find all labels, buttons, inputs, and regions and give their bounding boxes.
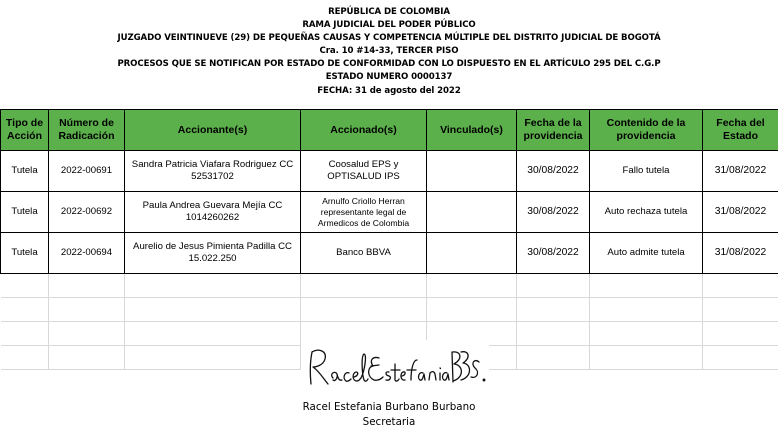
empty-cell bbox=[1, 346, 49, 370]
header-line-address: Cra. 10 #14-33, TERCER PISO bbox=[319, 46, 459, 57]
handwritten-signature-icon bbox=[301, 340, 489, 400]
empty-cell bbox=[49, 274, 125, 298]
cell-accionado: Arnulfo Criollo Herran representante legal de Armedicos de Colombia bbox=[301, 192, 427, 233]
empty-cell bbox=[590, 322, 703, 346]
cell-contenido: Fallo tutela bbox=[590, 151, 703, 192]
empty-cell bbox=[125, 346, 301, 370]
col-header-tipo: Tipo de Acción bbox=[1, 110, 49, 151]
cell-accionante: Sandra Patricia Viafara Rodriguez CC 52531702 bbox=[125, 151, 301, 192]
cell-accionante: Paula Andrea Guevara Mejía CC 1014260262 bbox=[125, 192, 301, 233]
col-header-radicacion: Número de Radicación bbox=[49, 110, 125, 151]
cell-vinculado bbox=[427, 233, 517, 274]
cell-tipo: Tutela bbox=[1, 192, 49, 233]
header-line-estado-number: ESTADO NUMERO 0000137 bbox=[325, 72, 453, 83]
empty-row bbox=[1, 298, 778, 322]
document-header bbox=[0, 6, 778, 98]
table-header-row bbox=[1, 110, 778, 151]
signer-role: Secretaria bbox=[362, 415, 416, 428]
cell-fecha-providencia: 30/08/2022 bbox=[517, 192, 590, 233]
empty-cell bbox=[703, 346, 778, 370]
empty-cell bbox=[1, 274, 49, 298]
empty-cell bbox=[301, 298, 427, 322]
cell-radicacion: 2022-00692 bbox=[49, 192, 125, 233]
cell-vinculado bbox=[427, 192, 517, 233]
empty-cell bbox=[427, 298, 517, 322]
col-header-vinculado: Vinculado(s) bbox=[427, 110, 517, 151]
empty-cell bbox=[703, 298, 778, 322]
empty-cell bbox=[703, 322, 778, 346]
header-line-date: FECHA: 31 de agosto del 2022 bbox=[317, 85, 461, 96]
col-header-accionado: Accionado(s) bbox=[301, 110, 427, 151]
col-header-contenido: Contenido de la providencia bbox=[590, 110, 703, 151]
empty-cell bbox=[1, 322, 49, 346]
empty-cell bbox=[590, 298, 703, 322]
cell-radicacion: 2022-00691 bbox=[49, 151, 125, 192]
cell-vinculado bbox=[427, 151, 517, 192]
cell-radicacion: 2022-00694 bbox=[49, 233, 125, 274]
empty-cell bbox=[125, 322, 301, 346]
header-line-branch: RAMA JUDICIAL DEL PODER PÚBLICO bbox=[302, 20, 476, 31]
cell-tipo: Tutela bbox=[1, 233, 49, 274]
col-header-fecha-estado: Fecha del Estado bbox=[703, 110, 778, 151]
cell-fecha-estado: 31/08/2022 bbox=[703, 233, 778, 274]
empty-cell bbox=[49, 346, 125, 370]
cell-accionado: Coosalud EPS y OPTISALUD IPS bbox=[301, 151, 427, 192]
col-header-accionante: Accionante(s) bbox=[125, 110, 301, 151]
empty-cell bbox=[125, 274, 301, 298]
cell-fecha-providencia: 30/08/2022 bbox=[517, 151, 590, 192]
cell-fecha-providencia: 30/08/2022 bbox=[517, 233, 590, 274]
estado-table bbox=[0, 109, 778, 370]
table-row bbox=[1, 192, 778, 233]
empty-cell bbox=[517, 298, 590, 322]
empty-cell bbox=[517, 346, 590, 370]
cell-tipo: Tutela bbox=[1, 151, 49, 192]
cell-accionante: Aurelio de Jesus Pimienta Padilla CC 15.022.250 bbox=[125, 233, 301, 274]
signature-image bbox=[301, 340, 489, 400]
empty-cell bbox=[703, 274, 778, 298]
empty-cell bbox=[590, 346, 703, 370]
empty-cell bbox=[125, 298, 301, 322]
cell-fecha-estado: 31/08/2022 bbox=[703, 192, 778, 233]
cell-contenido: Auto rechaza tutela bbox=[590, 192, 703, 233]
cell-accionado: Banco BBVA bbox=[301, 233, 427, 274]
empty-cell bbox=[49, 298, 125, 322]
header-line-country: REPÚBLICA DE COLOMBIA bbox=[328, 7, 450, 17]
col-header-fecha-providencia: Fecha de la providencia bbox=[517, 110, 590, 151]
cell-fecha-estado: 31/08/2022 bbox=[703, 151, 778, 192]
empty-cell bbox=[427, 274, 517, 298]
empty-cell bbox=[590, 274, 703, 298]
signer-name: Racel Estefania Burbano Burbano bbox=[302, 401, 476, 413]
empty-cell bbox=[1, 298, 49, 322]
empty-row bbox=[1, 274, 778, 298]
header-line-court: JUZGADO VEINTINUEVE (29) DE PEQUEÑAS CAUSAS Y COMPETENCIA MÚLTIPLE DEL DISTRITO JUDICIAL DE BOGOTÁ bbox=[117, 33, 661, 44]
empty-cell bbox=[49, 322, 125, 346]
empty-cell bbox=[517, 274, 590, 298]
cell-contenido: Auto admite tutela bbox=[590, 233, 703, 274]
empty-cell bbox=[301, 274, 427, 298]
empty-cell bbox=[517, 322, 590, 346]
table-row bbox=[1, 233, 778, 274]
header-line-notice: PROCESOS QUE SE NOTIFICAN POR ESTADO DE CONFORMIDAD CON LO DISPUESTO EN EL ARTÍCULO 295 DEL C.G.P bbox=[117, 59, 661, 70]
signature-block bbox=[0, 400, 778, 429]
table-row bbox=[1, 151, 778, 192]
